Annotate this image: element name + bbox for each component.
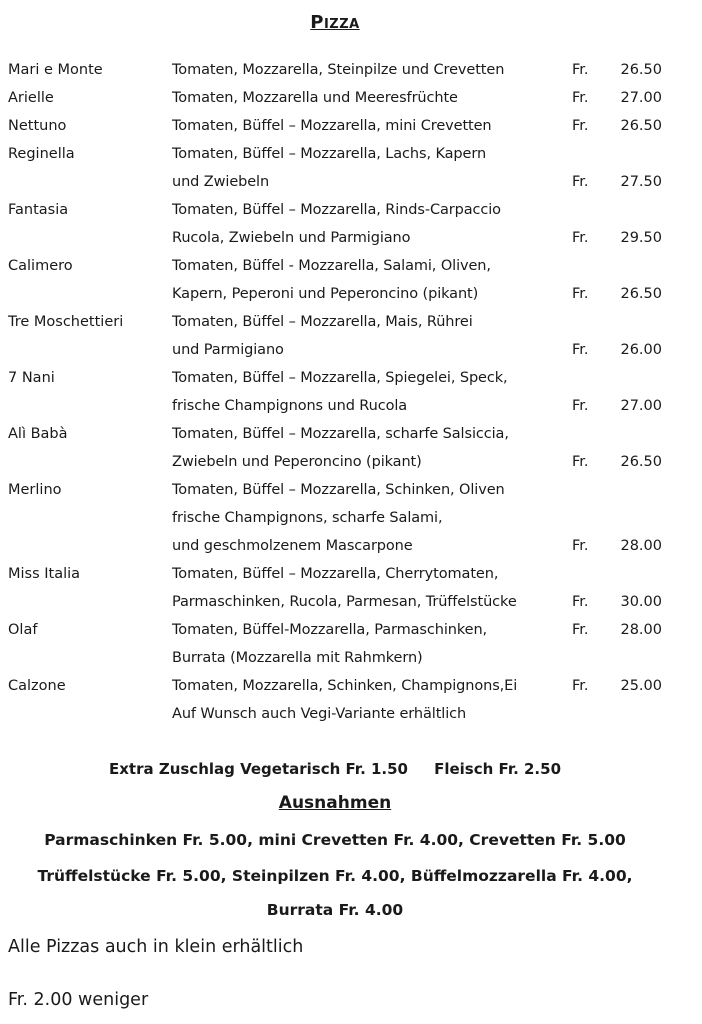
pizza-name: Fantasia	[8, 202, 69, 218]
pizza-name: Miss Italia	[8, 566, 81, 582]
pizza-ingredients: und Parmigiano	[172, 342, 284, 358]
menu-item	[0, 476, 702, 560]
menu-item-line	[0, 700, 702, 728]
pizza-price: 28.00	[620, 622, 662, 638]
pizza-price: 26.50	[620, 62, 662, 78]
pizza-ingredients: Parmaschinken, Rucola, Parmesan, Trüffelstücke	[172, 594, 517, 610]
pizza-price: 26.00	[620, 342, 662, 358]
pizza-ingredients: Tomaten, Büffel – Mozzarella, Cherrytomaten,	[172, 566, 499, 582]
pizza-price: 27.00	[620, 90, 662, 106]
menu-item	[0, 140, 702, 196]
pizza-ingredients: Tomaten, Büffel – Mozzarella, Mais, Rührei	[172, 314, 473, 330]
menu-item-line	[0, 420, 702, 448]
small-size-discount: Fr. 2.00 weniger	[8, 990, 149, 1010]
menu-item-line	[0, 196, 702, 224]
menu-item-line	[0, 308, 702, 336]
menu-item-line	[0, 168, 702, 196]
pizza-ingredients: Tomaten, Büffel – Mozzarella, Schinken, Oliven	[172, 482, 505, 498]
exceptions-line: Trüffelstücke Fr. 5.00, Steinpilzen Fr. 4.00, Büffelmozzarella Fr. 4.00,	[37, 867, 633, 885]
pizza-price: 27.00	[620, 398, 662, 414]
pizza-name: Reginella	[8, 146, 75, 162]
menu-item-line	[0, 560, 702, 588]
menu-item-line	[0, 504, 702, 532]
currency: Fr.	[572, 62, 589, 78]
pizza-ingredients: Tomaten, Büffel – Mozzarella, scharfe Salsiccia,	[172, 426, 509, 442]
currency: Fr.	[572, 90, 589, 106]
pizza-name: Arielle	[8, 90, 54, 106]
currency: Fr.	[572, 342, 589, 358]
menu-item	[0, 56, 702, 84]
menu-item-line	[0, 336, 702, 364]
menu-item	[0, 560, 702, 616]
pizza-ingredients: Kapern, Peperoni und Peperoncino (pikant)	[172, 286, 479, 302]
pizza-price: 26.50	[620, 454, 662, 470]
pizza-price: 28.00	[620, 538, 662, 554]
pizza-ingredients: und Zwiebeln	[172, 174, 270, 190]
currency: Fr.	[572, 538, 589, 554]
menu-item-line	[0, 112, 702, 140]
pizza-ingredients: Tomaten, Mozzarella, Steinpilze und Crevetten	[172, 62, 505, 78]
currency: Fr.	[572, 118, 589, 134]
menu-item	[0, 308, 702, 364]
pizza-ingredients: Auf Wunsch auch Vegi-Variante erhältlich	[172, 706, 467, 722]
pizza-ingredients: Tomaten, Büffel – Mozzarella, Lachs, Kapern	[172, 146, 487, 162]
pizza-name: Tre Moschettieri	[8, 314, 124, 330]
pizza-menu-list	[0, 56, 702, 728]
pizza-ingredients: frische Champignons und Rucola	[172, 398, 408, 414]
pizza-ingredients: Tomaten, Büffel – Mozzarella, Rinds-Carpaccio	[172, 202, 501, 218]
pizza-price: 25.00	[620, 678, 662, 694]
exceptions-line: Burrata Fr. 4.00	[266, 901, 404, 919]
menu-item-line	[0, 476, 702, 504]
pizza-price: 26.50	[620, 286, 662, 302]
menu-item	[0, 252, 702, 308]
menu-item-line	[0, 588, 702, 616]
pizza-price: 27.50	[620, 174, 662, 190]
pizza-ingredients: frische Champignons, scharfe Salami,	[172, 510, 443, 526]
menu-item-line	[0, 252, 702, 280]
pizza-name: Merlino	[8, 482, 62, 498]
extra-surcharge: Extra Zuschlag Vegetarisch Fr. 1.50 Fleisch Fr. 2.50	[108, 760, 562, 778]
menu-item-line	[0, 532, 702, 560]
menu-item	[0, 364, 702, 420]
pizza-name: Calzone	[8, 678, 66, 694]
menu-item-line	[0, 448, 702, 476]
pizza-price: 30.00	[620, 594, 662, 610]
pizza-name: 7 Nani	[8, 370, 55, 386]
pizza-ingredients: Rucola, Zwiebeln und Parmigiano	[172, 230, 411, 246]
menu-item	[0, 112, 702, 140]
pizza-ingredients: Burrata (Mozzarella mit Rahmkern)	[172, 650, 423, 666]
pizza-ingredients: Tomaten, Büffel-Mozzarella, Parmaschinken,	[172, 622, 488, 638]
currency: Fr.	[572, 174, 589, 190]
pizza-name: Nettuno	[8, 118, 67, 134]
menu-item	[0, 196, 702, 252]
menu-item-line	[0, 616, 702, 644]
menu-item-line	[0, 56, 702, 84]
pizza-name: Mari e Monte	[8, 62, 103, 78]
menu-item	[0, 420, 702, 476]
currency: Fr.	[572, 678, 589, 694]
menu-item-line	[0, 672, 702, 700]
menu-item-line	[0, 644, 702, 672]
pizza-price: 26.50	[620, 118, 662, 134]
currency: Fr.	[572, 622, 589, 638]
menu-item	[0, 84, 702, 112]
pizza-name: Olaf	[8, 622, 38, 638]
menu-item	[0, 672, 702, 728]
pizza-ingredients: Tomaten, Büffel – Mozzarella, mini Crevetten	[172, 118, 492, 134]
currency: Fr.	[572, 286, 589, 302]
menu-item-line	[0, 84, 702, 112]
menu-item-line	[0, 392, 702, 420]
small-size-note: Alle Pizzas auch in klein erhältlich	[8, 937, 304, 957]
menu-item-line	[0, 364, 702, 392]
pizza-ingredients: Tomaten, Mozzarella, Schinken, Champignons,Ei	[172, 678, 518, 694]
menu-item-line	[0, 280, 702, 308]
currency: Fr.	[572, 230, 589, 246]
pizza-ingredients: Zwiebeln und Peperoncino (pikant)	[172, 454, 422, 470]
pizza-ingredients: Tomaten, Büffel – Mozzarella, Spiegelei, Speck,	[172, 370, 508, 386]
menu-item-line	[0, 224, 702, 252]
pizza-name: Alì Babà	[8, 426, 68, 442]
currency: Fr.	[572, 594, 589, 610]
pizza-ingredients: und geschmolzenem Mascarpone	[172, 538, 413, 554]
menu-item	[0, 616, 702, 672]
exceptions-heading: Ausnahmen	[278, 793, 392, 813]
pizza-ingredients: Tomaten, Mozzarella und Meeresfrüchte	[172, 90, 458, 106]
currency: Fr.	[572, 454, 589, 470]
pizza-price: 29.50	[620, 230, 662, 246]
menu-item-line	[0, 140, 702, 168]
pizza-name: Calimero	[8, 258, 73, 274]
exceptions-line: Parmaschinken Fr. 5.00, mini Crevetten Fr. 4.00, Crevetten Fr. 5.00	[44, 831, 626, 849]
currency: Fr.	[572, 398, 589, 414]
page-title: Pizza	[310, 12, 360, 33]
pizza-ingredients: Tomaten, Büffel - Mozzarella, Salami, Oliven,	[172, 258, 491, 274]
